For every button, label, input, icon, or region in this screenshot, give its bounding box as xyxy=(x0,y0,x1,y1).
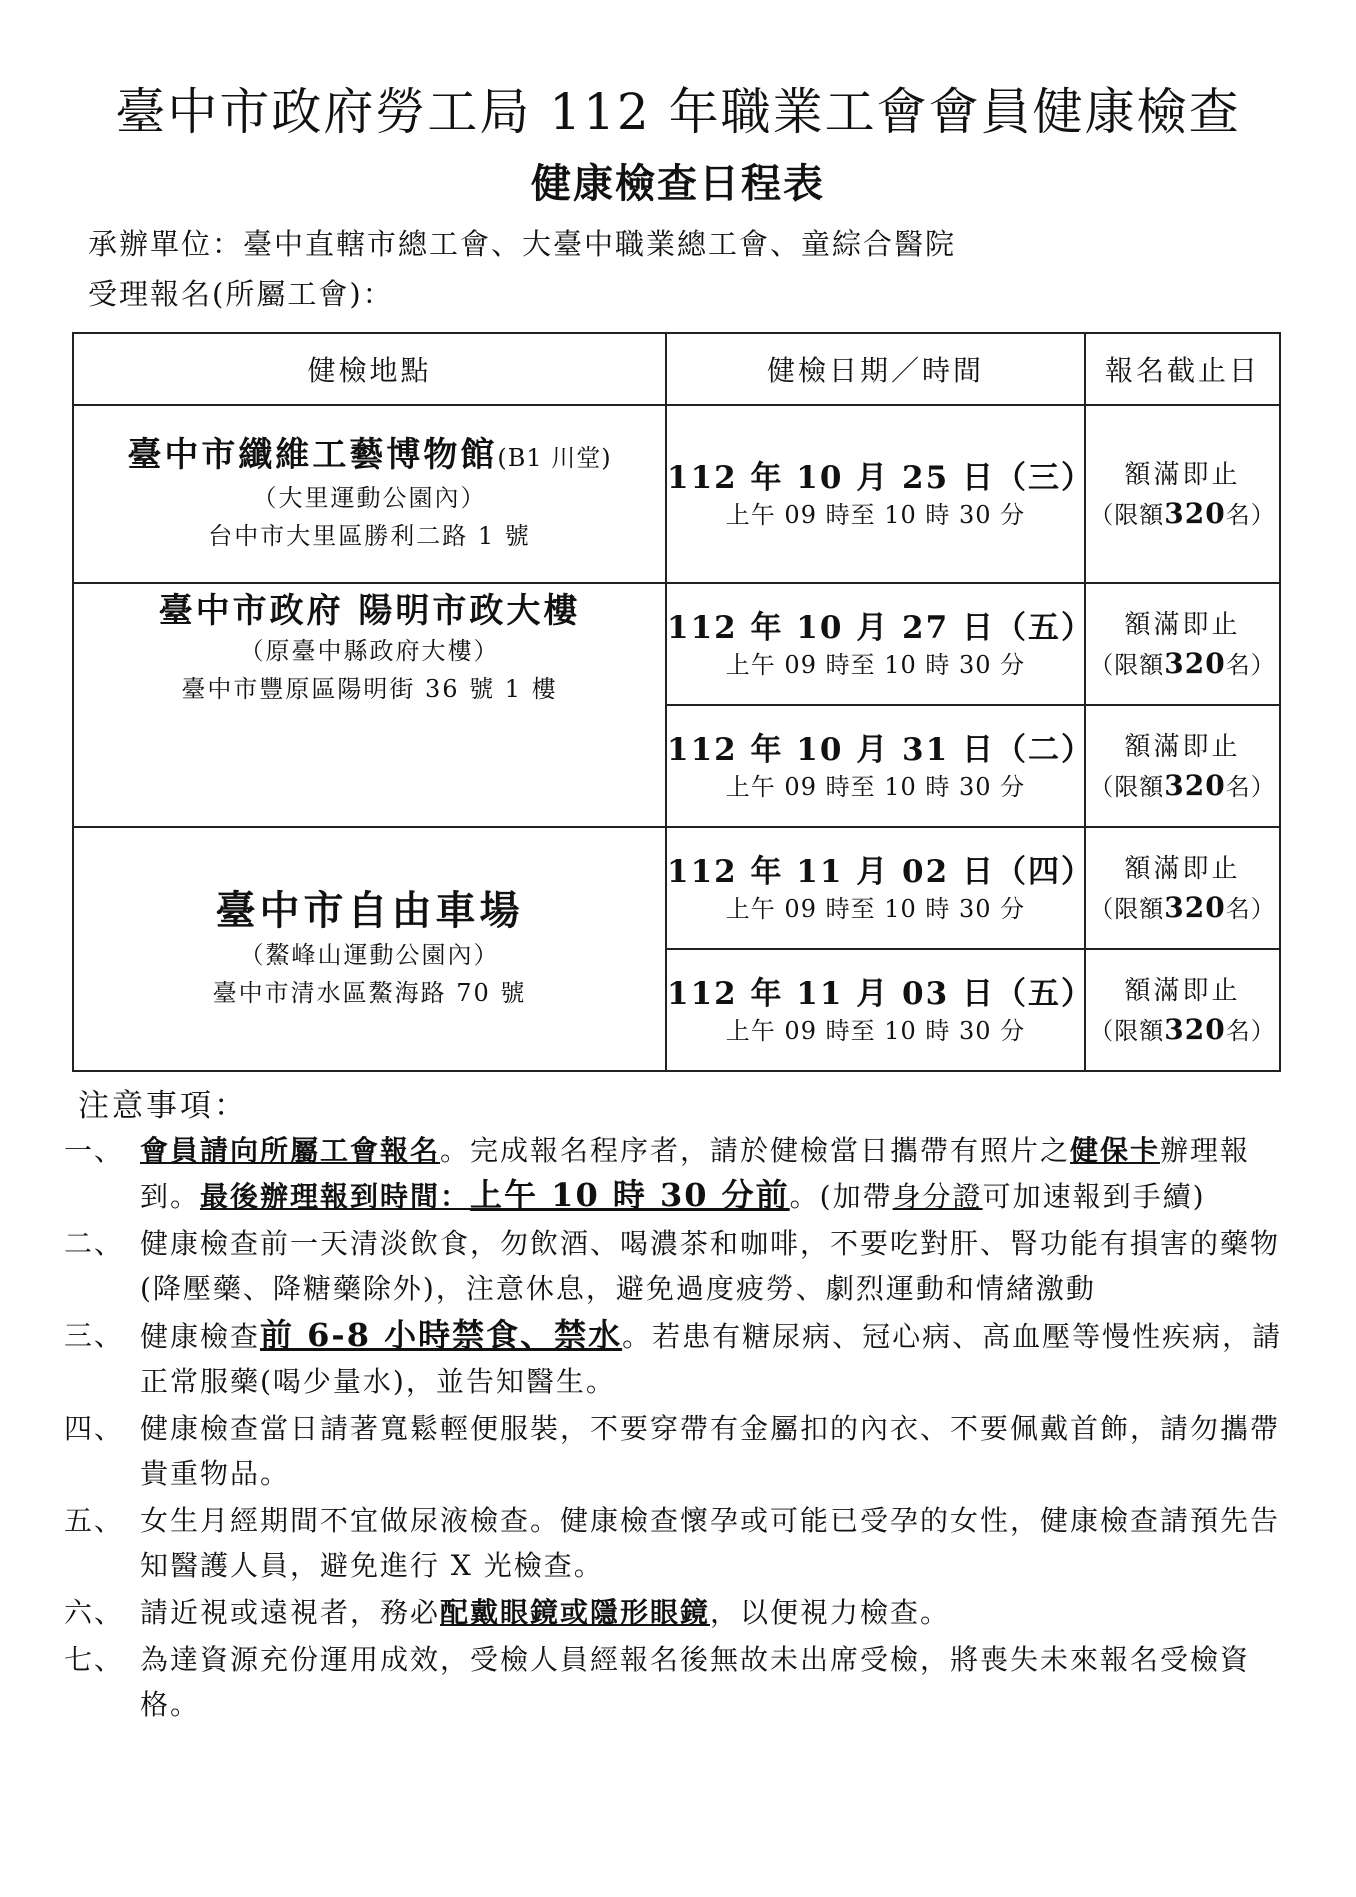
date-cell xyxy=(666,405,1094,583)
note-emphasis: 配戴眼鏡或隱形眼鏡 xyxy=(440,1596,711,1629)
session-time: 上午 09 時至 10 時 30 分 xyxy=(725,501,1026,529)
note-number: 一、 xyxy=(64,1134,125,1167)
note-text: 健康檢查前一天清淡飲食，勿飲酒、喝濃茶和咖啡，不要吃對肝、腎功能有損害的藥物(降壓藥、降糖藥除外)，注意休息，避免過度疲勞、劇烈運動和情緒激動 xyxy=(140,1227,1281,1305)
deadline-text: 額滿即止 xyxy=(1124,731,1241,762)
note-text: ，以便視力檢查。 xyxy=(710,1596,951,1629)
notes-list xyxy=(64,1128,1284,1729)
note-number: 二、 xyxy=(64,1227,125,1260)
note-text: 健康檢查 xyxy=(140,1320,261,1353)
location-address: 臺中市清水區鰲海路 70 號 xyxy=(212,979,527,1007)
session-date: 112 年 10 月 31 日（二） xyxy=(667,732,1094,768)
quota-text: （限額320名） xyxy=(1089,768,1276,802)
location-cell xyxy=(73,405,666,583)
location-name: 臺中市自由車場 xyxy=(215,887,524,934)
quota-text: （限額320名） xyxy=(1089,890,1276,924)
note-number: 六、 xyxy=(64,1596,125,1629)
note-number: 七、 xyxy=(64,1643,125,1676)
table-header-row xyxy=(73,333,1280,405)
date-cell xyxy=(666,949,1094,1071)
location-sub: （原臺中縣政府大樓） xyxy=(239,637,500,665)
schedule-table xyxy=(72,332,1281,1072)
table-row xyxy=(73,405,1280,583)
note-item xyxy=(64,1313,1284,1404)
deadline-cell xyxy=(1085,949,1280,1071)
note-text: 可加速報到手續) xyxy=(982,1180,1206,1213)
note-text: 女生月經期間不宜做尿液檢查。健康檢查懷孕或可能已受孕的女性，健康檢查請預先告知醫護人員，避免進行 X 光檢查。 xyxy=(140,1504,1281,1582)
note-number: 三、 xyxy=(64,1319,125,1352)
deadline-text: 額滿即止 xyxy=(1124,853,1241,884)
note-number: 五、 xyxy=(64,1504,125,1537)
note-text: 請近視或遠視者，務必 xyxy=(140,1596,441,1629)
note-emphasis: 最後辦理報到時間： xyxy=(200,1180,471,1213)
note-text: 健康檢查當日請著寬鬆輕便服裝，不要穿帶有金屬扣的內衣、不要佩戴首飾，請勿攜帶貴重物品。 xyxy=(140,1412,1281,1490)
location-sub: （鰲峰山運動公園內） xyxy=(239,941,500,969)
header-deadline: 報名截止日 xyxy=(1085,333,1280,405)
note-item xyxy=(64,1590,1284,1635)
deadline-cell xyxy=(1085,583,1280,705)
location-sub: （大里運動公園內） xyxy=(252,483,487,512)
registration-line: 受理報名(所屬工會)： xyxy=(88,277,394,311)
note-emphasis: 會員請向所屬工會報名 xyxy=(140,1134,441,1167)
location-name: 臺中市纖維工藝博物館 xyxy=(127,434,498,475)
header-datetime: 健檢日期／時間 xyxy=(666,333,1085,405)
table-row xyxy=(73,827,1280,949)
note-item xyxy=(64,1221,1284,1311)
note-text: 為達資源充份運用成效，受檢人員經報名後無故未出席受檢，將喪失未來報名受檢資格。 xyxy=(140,1643,1251,1721)
deadline-cell xyxy=(1085,827,1280,949)
deadline-cell xyxy=(1085,705,1280,827)
location-cell xyxy=(73,583,666,827)
note-emphasis: 上午 10 時 30 分前 xyxy=(470,1176,790,1214)
organizer-line: 承辦單位：臺中直轄市總工會、大臺中職業總工會、童綜合醫院 xyxy=(88,227,957,261)
note-text: 。若患有糖尿病、冠心病、高血壓等慢性疾病，請正常服藥(喝少量水)，並告知醫生。 xyxy=(140,1320,1283,1398)
location-address: 臺中市豐原區陽明街 36 號 1 樓 xyxy=(181,675,558,703)
location-address: 台中市大里區勝利二路 1 號 xyxy=(208,521,531,550)
quota-text: （限額320名） xyxy=(1089,496,1276,530)
session-time: 上午 09 時至 10 時 30 分 xyxy=(725,1017,1026,1045)
note-item xyxy=(64,1637,1284,1727)
note-emphasis: 前 6-8 小時禁食、禁水 xyxy=(260,1316,623,1354)
date-cell xyxy=(666,583,1094,705)
quota-text: （限額320名） xyxy=(1089,1012,1276,1046)
deadline-text: 額滿即止 xyxy=(1124,975,1241,1006)
document-title: 臺中市政府勞工局 112 年職業工會會員健康檢查 xyxy=(115,83,1241,141)
session-date: 112 年 11 月 02 日（四） xyxy=(667,854,1094,890)
document-subtitle: 健康檢查日程表 xyxy=(531,160,825,207)
session-time: 上午 09 時至 10 時 30 分 xyxy=(725,895,1026,923)
session-date: 112 年 10 月 25 日（三） xyxy=(667,460,1094,496)
location-name: 臺中市政府 陽明市政大樓 xyxy=(158,591,581,631)
session-date: 112 年 11 月 03 日（五） xyxy=(667,976,1094,1012)
note-emphasis: 健保卡 xyxy=(1070,1134,1161,1167)
header-location: 健檢地點 xyxy=(73,333,666,405)
location-name-suffix: (B1 川堂) xyxy=(497,443,612,472)
session-time: 上午 09 時至 10 時 30 分 xyxy=(725,773,1026,801)
note-emphasis: 身分證 xyxy=(892,1180,983,1213)
table-row xyxy=(73,583,1280,705)
note-text: 。完成報名程序者，請於健檢當日攜帶有照片之 xyxy=(440,1134,1071,1167)
date-cell xyxy=(666,705,1094,827)
note-number: 四、 xyxy=(64,1412,125,1445)
session-date: 112 年 10 月 27 日（五） xyxy=(667,610,1094,646)
quota-text: （限額320名） xyxy=(1089,646,1276,680)
note-text: 。(加帶 xyxy=(789,1180,893,1213)
note-item xyxy=(64,1498,1284,1588)
deadline-text: 額滿即止 xyxy=(1124,609,1241,640)
note-text: 辦理報到。 xyxy=(140,1134,1251,1213)
deadline-cell xyxy=(1085,405,1280,583)
location-cell xyxy=(73,827,666,1071)
deadline-text: 額滿即止 xyxy=(1124,459,1241,490)
note-item xyxy=(64,1128,1284,1219)
note-item xyxy=(64,1406,1284,1496)
date-cell xyxy=(666,827,1094,949)
session-time: 上午 09 時至 10 時 30 分 xyxy=(725,651,1026,679)
notes-heading: 注意事項： xyxy=(78,1088,248,1124)
